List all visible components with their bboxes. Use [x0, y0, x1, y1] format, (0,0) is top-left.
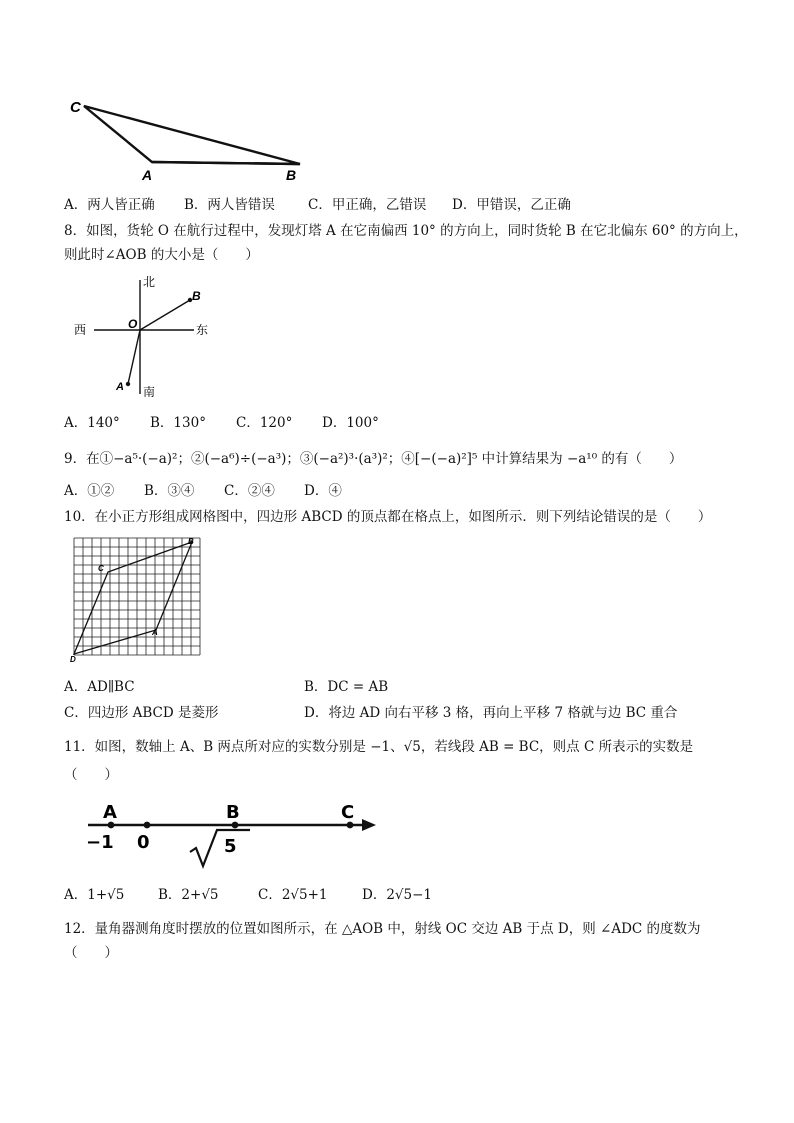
q11-number-line-figure: [80, 794, 385, 872]
q11-option-d[interactable]: D．2√5−1: [362, 887, 433, 903]
segment-ab: [152, 162, 300, 164]
q8-option-c[interactable]: C．120°: [236, 415, 293, 431]
label-zero: 0: [137, 832, 150, 853]
q7-option-c[interactable]: C．甲正确，乙错误: [308, 197, 427, 213]
label-c: C: [98, 564, 104, 573]
q11-stem-line1: 11．如图，数轴上 A、B 两点所对应的实数分别是 −1、√5，若线段 AB = BC，则点 C 所表示的实数是: [64, 739, 694, 755]
q7-option-b[interactable]: B．两人皆错误: [184, 197, 275, 213]
label-c: C: [341, 802, 355, 823]
point-zero: [144, 822, 151, 829]
label-b: B: [226, 802, 240, 823]
label-o: O: [128, 317, 138, 331]
q9-option-c[interactable]: C．②④: [224, 483, 275, 499]
q8-compass-figure: [72, 272, 222, 402]
q9-option-b[interactable]: B．③④: [144, 483, 195, 499]
triangle-abc: [84, 106, 300, 164]
q11-option-b[interactable]: B．2+√5: [158, 887, 219, 903]
q8-option-a[interactable]: A．140°: [64, 415, 120, 431]
q12-stem-line1: 12．量角器测角度时摆放的位置如图所示，在 △AOB 中，射线 OC 交边 AB 于点 D，则 ∠ADC 的度数为: [64, 921, 701, 937]
q9-options: [64, 482, 342, 500]
label-a: A: [116, 381, 124, 393]
label-a: A: [152, 628, 158, 637]
q7-options: [64, 196, 571, 214]
square-grid: [74, 538, 200, 655]
q12-stem-line2: （ ）: [64, 945, 118, 961]
q11-stem-line2: （ ）: [64, 767, 118, 783]
label-a: A: [142, 167, 153, 183]
q8-option-b[interactable]: B．130°: [150, 415, 206, 431]
q8-stem-line1: 8．如图，货轮 O 在航行过程中，发现灯塔 A 在它南偏西 10° 的方向上，同时货轮 B 在它北偏东 60° 的方向上，: [64, 223, 748, 239]
label-b: B: [192, 289, 201, 303]
q9-option-a[interactable]: A．①②: [64, 483, 115, 499]
q11-options: [64, 886, 432, 904]
q10-option-c[interactable]: C．四边形 ABCD 是菱形: [64, 705, 219, 721]
q9-option-d[interactable]: D．④: [304, 483, 342, 499]
arrow-head: [362, 819, 376, 831]
label-a: A: [103, 802, 117, 823]
label-b: B: [188, 537, 194, 546]
label-west: 西: [74, 323, 87, 337]
q10-option-b[interactable]: B．DC = AB: [304, 679, 389, 695]
q10-stem: 10．在小正方形组成网格图中，四边形 ABCD 的顶点都在格点上，如图所示．则下列结论错误的是（ ）: [64, 509, 712, 525]
ray-oa: [128, 330, 140, 384]
q8-stem-line2: 则此时∠AOB 的大小是（ ）: [64, 247, 259, 263]
q11-option-c[interactable]: C．2√5+1: [258, 887, 328, 903]
label-south: 南: [143, 385, 156, 399]
ray-ob: [140, 300, 190, 330]
q9-stem: 9．在①−a⁵·(−a)²；②(−a⁶)÷(−a³)；③(−a²)³·(a³)²；④[−(−a)²]⁵ 中计算结果为 −a¹⁰ 的有（ ）: [64, 451, 683, 467]
label-minus-one: −1: [86, 832, 114, 853]
label-c: C: [70, 99, 81, 116]
q10-option-d[interactable]: D．将边 AD 向右平移 3 格，再向上平移 7 格就与边 BC 重合: [304, 705, 678, 721]
sqrt-radical-sign: [190, 830, 250, 866]
q7-option-d[interactable]: D．甲错误，乙正确: [452, 197, 571, 213]
label-east: 东: [196, 323, 209, 337]
label-five: 5: [224, 836, 237, 857]
label-b: B: [286, 167, 297, 183]
q8-options: [64, 414, 379, 432]
q7-triangle-figure: [62, 92, 312, 184]
q10-options-row2: [64, 704, 677, 722]
q8-option-d[interactable]: D．100°: [322, 415, 379, 431]
q10-options-row1: [64, 678, 388, 696]
label-d: D: [70, 655, 76, 664]
label-north: 北: [143, 275, 156, 289]
point-a: [126, 382, 130, 386]
q7-option-a[interactable]: A．两人皆正确: [64, 197, 155, 213]
q10-option-a[interactable]: A．AD∥BC: [64, 679, 135, 695]
q11-option-a[interactable]: A．1+√5: [64, 887, 125, 903]
q10-grid-figure: [68, 534, 208, 664]
